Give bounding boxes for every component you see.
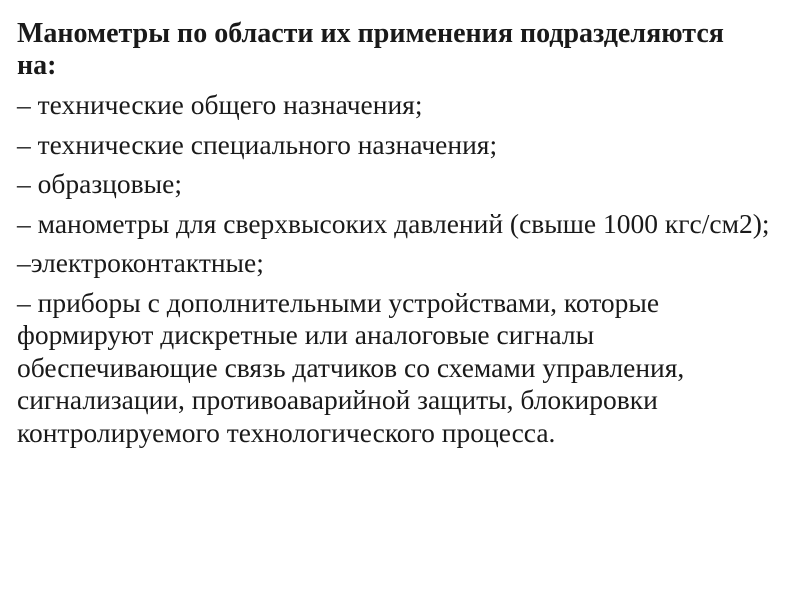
list-item-reference: – образцовые;	[17, 168, 182, 199]
manometer-types-list	[17, 89, 770, 449]
slide-heading: Манометры по области их применения подразделяются на:	[17, 18, 724, 81]
list-item-electrocontact: –электроконтактные;	[17, 247, 264, 278]
list-item-special-purpose: – технические специального назначения;	[17, 128, 498, 160]
list-item-ultra-high-pressure: – манометры для сверхвысоких давлений (свыше 1000 кгс/см2);	[17, 207, 770, 239]
list-item-general-purpose: – технические общего назначения;	[17, 89, 423, 120]
list-item-additional-devices: – приборы с дополнительными устройствами, которые формируют дискретные или аналоговые сигналы обеспечивающие связь датчиков со схемами управления, сигнализации, противоаварийной защиты, блокировки контролируемого технологического процесса.	[17, 286, 685, 448]
